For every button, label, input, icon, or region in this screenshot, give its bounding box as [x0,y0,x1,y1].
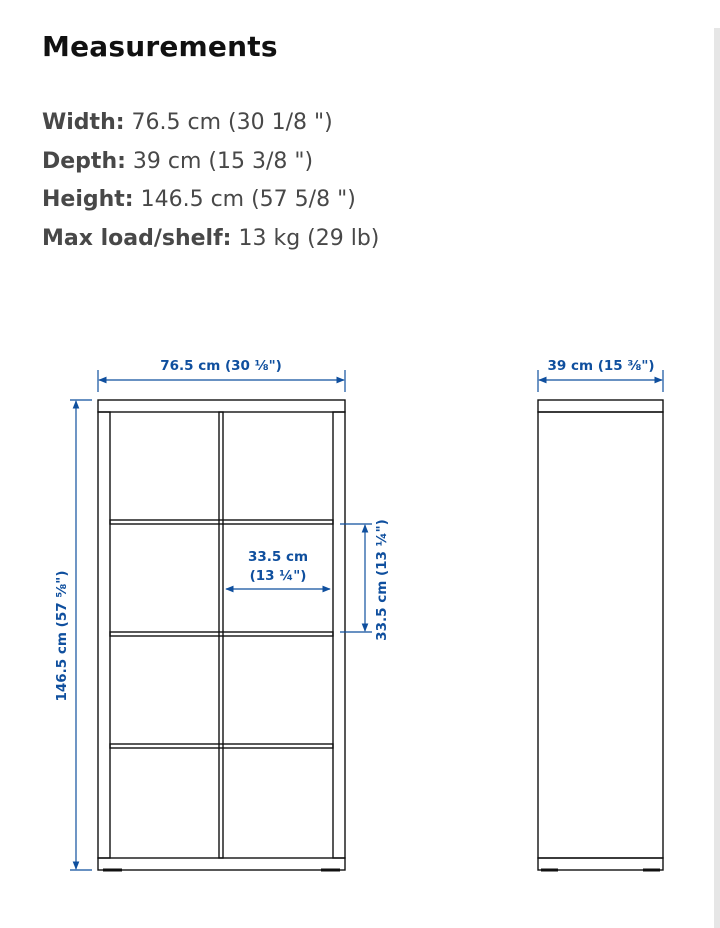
front-view [98,400,345,870]
front-shelf-1 [110,520,333,524]
dimension-lines [70,370,663,870]
spec-width-value: 76.5 cm (30 1/8 ") [131,110,333,135]
side-bottom-board [538,858,663,870]
front-left-side [98,412,110,858]
front-width-label: 76.5 cm (30 ⅛") [160,358,282,374]
spec-max-load-label: Max load/shelf: [42,225,232,251]
front-shelf-2 [110,632,333,636]
spec-height-value: 146.5 cm (57 5/8 ") [140,187,356,212]
spec-width-label: Width: [42,110,125,135]
page-heading: Measurements [42,30,278,63]
front-top-board [98,400,345,412]
spec-depth-value: 39 cm (15 3/8 ") [132,148,314,174]
compartment-width-inches: (13 ¼") [249,568,307,584]
compartment-width-value: 33.5 cm [247,549,309,565]
scrollbar[interactable] [714,28,720,928]
spec-height-label: Height: [42,187,134,212]
side-depth-label: 39 cm (15 ⅜") [547,358,655,374]
compartment-height-label: 33.5 cm (13 ¼") [374,519,390,641]
front-shelf-3 [110,744,333,748]
spec-depth-label: Depth: [42,148,126,174]
side-top-board [538,400,663,412]
front-center-divider [219,412,223,858]
front-bottom-board [98,858,345,870]
total-height-label: 146.5 cm (57 ⅝") [54,570,70,702]
spec-max-load-value: 13 kg (29 lb) [238,225,380,251]
side-panel [538,412,663,858]
front-right-side [333,412,345,858]
side-view [538,400,663,870]
